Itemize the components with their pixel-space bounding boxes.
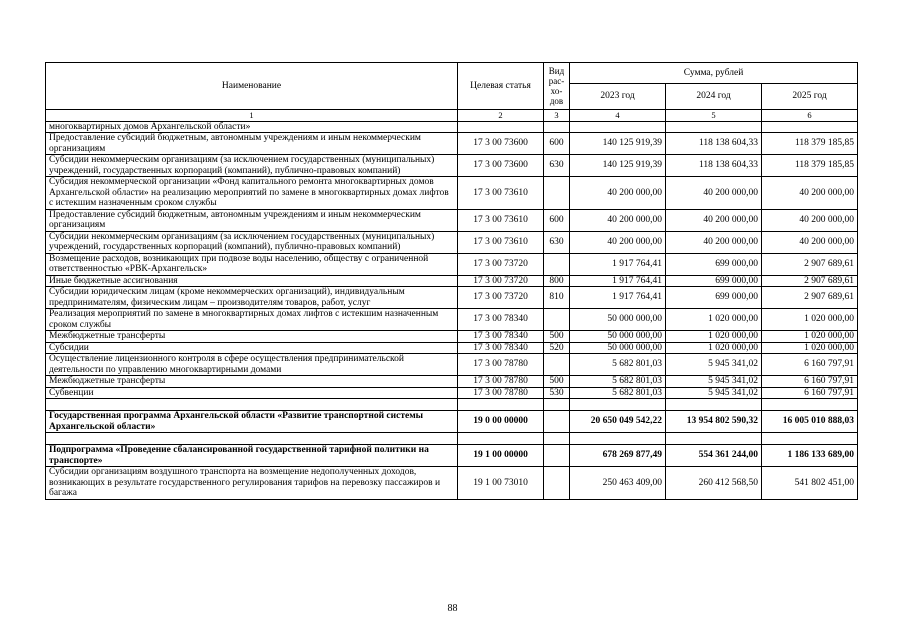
cell-name: Возмещение расходов, возникающих при подвозе воды населению, обществу с ограниченной ответственностью «РВК-Архангельск»: [46, 253, 458, 275]
cell-amount-2023: 140 125 919,39: [570, 133, 666, 155]
cell-amount-2023: 1 917 764,41: [570, 287, 666, 309]
table-row: [46, 411, 858, 433]
column-number: 4: [570, 110, 666, 122]
cell-target-article: 17 3 00 73720: [458, 253, 544, 275]
table-row: [46, 177, 858, 210]
cell-target-article: 19 1 00 73010: [458, 467, 544, 500]
cell-name: Предоставление субсидий бюджетным, автономным учреждениям и иным некоммерческим организациям: [46, 133, 458, 155]
table-row: [46, 121, 858, 133]
cell-target-article: 17 3 00 78780: [458, 354, 544, 376]
cell-amount-2024: 1 020 000,00: [666, 342, 762, 354]
cell-amount-2024: 699 000,00: [666, 275, 762, 287]
cell-amount-2023: [570, 433, 666, 445]
cell-expense-type: 600: [544, 133, 570, 155]
cell-expense-type: [544, 433, 570, 445]
cell-expense-type: [544, 177, 570, 210]
column-number: 1: [46, 110, 458, 122]
cell-amount-2023: 5 682 801,03: [570, 354, 666, 376]
cell-amount-2025: 2 907 689,61: [762, 275, 858, 287]
cell-amount-2023: 1 917 764,41: [570, 253, 666, 275]
cell-amount-2025: 1 186 133 689,00: [762, 445, 858, 467]
cell-target-article: 17 3 00 73720: [458, 287, 544, 309]
header-name: Наименование: [46, 63, 458, 110]
cell-amount-2023: 50 000 000,00: [570, 331, 666, 343]
header-target-article: Целевая статья: [458, 63, 544, 110]
cell-target-article: [458, 121, 544, 133]
cell-amount-2025: 6 160 797,91: [762, 387, 858, 399]
cell-expense-type: [544, 399, 570, 411]
column-number: 2: [458, 110, 544, 122]
table-row: [46, 253, 858, 275]
cell-amount-2025: 16 005 010 888,03: [762, 411, 858, 433]
cell-amount-2023: [570, 399, 666, 411]
cell-amount-2023: 40 200 000,00: [570, 231, 666, 253]
spacer-row: [46, 433, 858, 445]
cell-target-article: 17 3 00 78780: [458, 387, 544, 399]
cell-amount-2024: [666, 399, 762, 411]
header-expense-type: Вид рас-хо-дов: [544, 63, 570, 110]
cell-amount-2024: 118 138 604,33: [666, 155, 762, 177]
cell-target-article: 17 3 00 73610: [458, 177, 544, 210]
cell-amount-2025: 1 020 000,00: [762, 331, 858, 343]
cell-expense-type: 530: [544, 387, 570, 399]
cell-expense-type: 600: [544, 209, 570, 231]
cell-target-article: [458, 399, 544, 411]
cell-amount-2025: [762, 121, 858, 133]
cell-target-article: 17 3 00 73720: [458, 275, 544, 287]
cell-target-article: 17 3 00 73600: [458, 155, 544, 177]
cell-amount-2024: 1 020 000,00: [666, 309, 762, 331]
cell-target-article: 17 3 00 78340: [458, 342, 544, 354]
column-number: 6: [762, 110, 858, 122]
cell-amount-2025: 2 907 689,61: [762, 287, 858, 309]
table-row: [46, 342, 858, 354]
cell-name: [46, 399, 458, 411]
header-2023: 2023 год: [570, 84, 666, 110]
cell-name: Субсидии некоммерческим организациям (за исключением государственных (муниципальных) учреждений, государственных корпораций (компаний), публично-правовых компаний): [46, 231, 458, 253]
cell-expense-type: 520: [544, 342, 570, 354]
cell-amount-2024: 5 945 341,02: [666, 354, 762, 376]
cell-target-article: 17 3 00 78340: [458, 331, 544, 343]
cell-amount-2025: 1 020 000,00: [762, 309, 858, 331]
cell-name: многоквартирных домов Архангельской области»: [46, 121, 458, 133]
table-row: [46, 387, 858, 399]
cell-amount-2023: 50 000 000,00: [570, 309, 666, 331]
table-row: [46, 209, 858, 231]
cell-expense-type: [544, 354, 570, 376]
cell-amount-2025: 40 200 000,00: [762, 209, 858, 231]
table-row: [46, 331, 858, 343]
cell-amount-2024: 40 200 000,00: [666, 177, 762, 210]
table-row: [46, 287, 858, 309]
cell-amount-2024: [666, 433, 762, 445]
cell-amount-2024: 40 200 000,00: [666, 231, 762, 253]
cell-target-article: 19 1 00 00000: [458, 445, 544, 467]
cell-amount-2025: [762, 399, 858, 411]
cell-amount-2023: 5 682 801,03: [570, 376, 666, 388]
cell-expense-type: [544, 309, 570, 331]
cell-expense-type: 500: [544, 376, 570, 388]
cell-amount-2024: 40 200 000,00: [666, 209, 762, 231]
cell-name: Осуществление лицензионного контроля в сфере осуществления предпринимательской деятельности по управлению многоквартирными домами: [46, 354, 458, 376]
cell-amount-2024: 13 954 802 590,32: [666, 411, 762, 433]
cell-amount-2023: 678 269 877,49: [570, 445, 666, 467]
cell-amount-2024: 5 945 341,02: [666, 387, 762, 399]
cell-amount-2023: 250 463 409,00: [570, 467, 666, 500]
cell-amount-2025: 40 200 000,00: [762, 231, 858, 253]
cell-name: Подпрограмма «Проведение сбалансированной государственной тарифной политики на транспорте»: [46, 445, 458, 467]
cell-amount-2023: 50 000 000,00: [570, 342, 666, 354]
cell-amount-2024: 1 020 000,00: [666, 331, 762, 343]
cell-amount-2025: 40 200 000,00: [762, 177, 858, 210]
cell-target-article: 17 3 00 78340: [458, 309, 544, 331]
cell-name: Субсидии некоммерческим организациям (за исключением государственных (муниципальных) учреждений, государственных корпораций (компаний), публично-правовых компаний): [46, 155, 458, 177]
cell-name: Субсидии: [46, 342, 458, 354]
cell-name: Субсидии организациям воздушного транспорта на возмещение недополученных доходов, возникающих в результате государственного регулирования тарифов на перевозку пассажиров и багажа: [46, 467, 458, 500]
cell-amount-2024: 260 412 568,50: [666, 467, 762, 500]
table-row: [46, 445, 858, 467]
cell-expense-type: 630: [544, 231, 570, 253]
column-numbers-row: [46, 110, 858, 122]
cell-target-article: 17 3 00 78780: [458, 376, 544, 388]
header-2024: 2024 год: [666, 84, 762, 110]
cell-expense-type: [544, 121, 570, 133]
cell-name: Субсидии юридическим лицам (кроме некоммерческих организаций), индивидуальным предпринимателям, физическим лицам – производителям товаров, работ, услуг: [46, 287, 458, 309]
cell-name: Иные бюджетные ассигнования: [46, 275, 458, 287]
cell-target-article: 17 3 00 73600: [458, 133, 544, 155]
cell-name: Реализация мероприятий по замене в многоквартирных домах лифтов с истекшим назначенным сроком службы: [46, 309, 458, 331]
column-number: 3: [544, 110, 570, 122]
cell-expense-type: 810: [544, 287, 570, 309]
table-row: [46, 467, 858, 500]
column-number: 5: [666, 110, 762, 122]
cell-name: Субвенции: [46, 387, 458, 399]
cell-expense-type: [544, 467, 570, 500]
cell-amount-2024: 699 000,00: [666, 287, 762, 309]
table-row: [46, 231, 858, 253]
cell-amount-2025: 118 379 185,85: [762, 155, 858, 177]
cell-name: Субсидия некоммерческой организации «Фонд капитального ремонта многоквартирных домов Архангельской области» на реализацию мероприятий по замене в многоквартирных домах лифтов с истекшим назначенным сроком службы: [46, 177, 458, 210]
cell-amount-2023: 40 200 000,00: [570, 177, 666, 210]
cell-target-article: 17 3 00 73610: [458, 209, 544, 231]
cell-target-article: 19 0 00 00000: [458, 411, 544, 433]
cell-amount-2025: 2 907 689,61: [762, 253, 858, 275]
table-row: [46, 155, 858, 177]
header-row: [46, 63, 858, 84]
cell-amount-2024: 699 000,00: [666, 253, 762, 275]
cell-amount-2025: 6 160 797,91: [762, 354, 858, 376]
cell-amount-2024: 118 138 604,33: [666, 133, 762, 155]
page-number: 88: [447, 603, 458, 614]
cell-name: Государственная программа Архангельской области «Развитие транспортной системы Архангельской области»: [46, 411, 458, 433]
cell-expense-type: 500: [544, 331, 570, 343]
cell-expense-type: [544, 445, 570, 467]
cell-amount-2023: 5 682 801,03: [570, 387, 666, 399]
cell-target-article: 17 3 00 73610: [458, 231, 544, 253]
table-row: [46, 354, 858, 376]
cell-amount-2024: 554 361 244,00: [666, 445, 762, 467]
cell-amount-2023: 1 917 764,41: [570, 275, 666, 287]
cell-expense-type: 800: [544, 275, 570, 287]
cell-target-article: [458, 433, 544, 445]
cell-name: [46, 433, 458, 445]
cell-amount-2023: [570, 121, 666, 133]
table-row: [46, 309, 858, 331]
cell-amount-2024: 5 945 341,02: [666, 376, 762, 388]
cell-amount-2025: 6 160 797,91: [762, 376, 858, 388]
table-row: [46, 133, 858, 155]
budget-table: [45, 62, 858, 500]
cell-expense-type: [544, 411, 570, 433]
cell-amount-2025: 541 802 451,00: [762, 467, 858, 500]
cell-amount-2025: [762, 433, 858, 445]
cell-amount-2025: 118 379 185,85: [762, 133, 858, 155]
table-row: [46, 275, 858, 287]
table-row: [46, 376, 858, 388]
cell-amount-2023: 140 125 919,39: [570, 155, 666, 177]
header-sum: Сумма, рублей: [570, 63, 858, 84]
spacer-row: [46, 399, 858, 411]
cell-name: Межбюджетные трансферты: [46, 331, 458, 343]
cell-amount-2025: 1 020 000,00: [762, 342, 858, 354]
cell-expense-type: 630: [544, 155, 570, 177]
cell-amount-2024: [666, 121, 762, 133]
cell-expense-type: [544, 253, 570, 275]
cell-amount-2023: 40 200 000,00: [570, 209, 666, 231]
cell-name: Предоставление субсидий бюджетным, автономным учреждениям и иным некоммерческим организациям: [46, 209, 458, 231]
cell-amount-2023: 20 650 049 542,22: [570, 411, 666, 433]
cell-name: Межбюджетные трансферты: [46, 376, 458, 388]
header-2025: 2025 год: [762, 84, 858, 110]
